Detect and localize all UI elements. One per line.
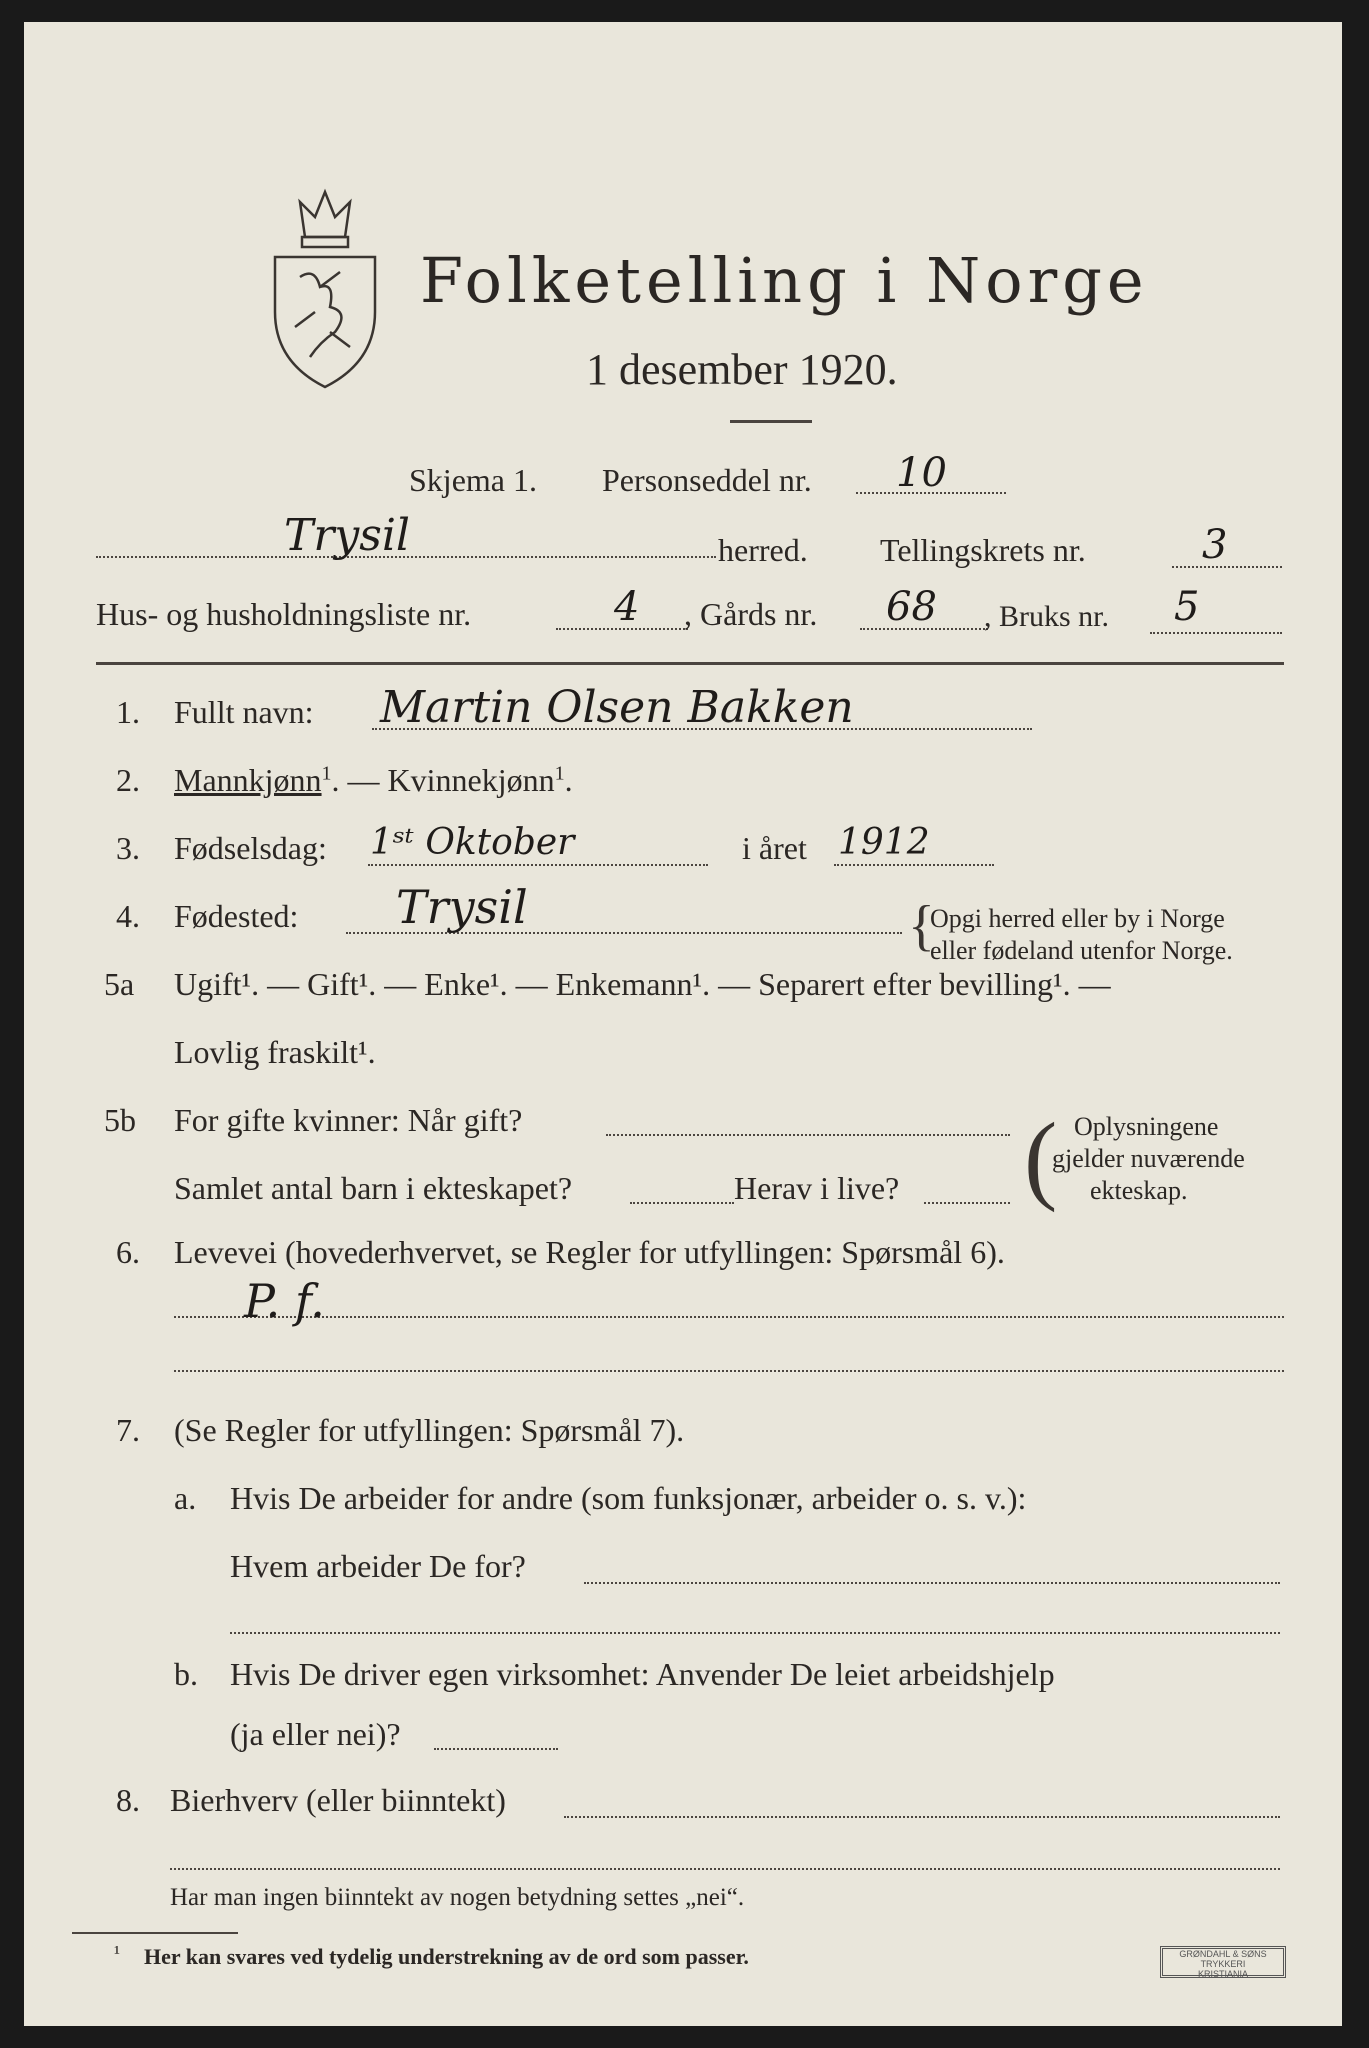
husliste-value: 4 xyxy=(614,584,640,630)
q5b-number: 5b xyxy=(104,1102,136,1138)
q6-number: 6. xyxy=(116,1234,140,1270)
q8-line2 xyxy=(170,1868,1280,1870)
tellingskrets-label: Tellingskrets nr. xyxy=(880,532,1086,568)
q3-value: 1ˢᵗ Oktober xyxy=(370,822,575,863)
herred-label: herred. xyxy=(718,532,808,568)
husliste-label: Hus- og husholdningsliste nr. xyxy=(96,596,472,632)
personseddel-value: 10 xyxy=(896,450,947,496)
q4-value: Trysil xyxy=(396,880,528,934)
q5b-children-label: Samlet antal barn i ekteskapet? xyxy=(174,1170,573,1206)
q3-aret-line xyxy=(834,864,994,866)
q7a-line2: Hvem arbeider De for? xyxy=(230,1548,526,1584)
q7b-answer-line xyxy=(434,1748,558,1750)
q5a-options: Ugift¹. — Gift¹. — Enke¹. — Enkemann¹. — Separert efter bevilling¹. — xyxy=(174,966,1111,1002)
q4-label: Fødested: xyxy=(174,898,299,934)
q5b-note-line2: gjelder nuværende xyxy=(1052,1144,1245,1173)
personseddel-label: Personseddel nr. xyxy=(602,462,812,498)
q3-label: Fødselsdag: xyxy=(174,830,327,866)
printer-stamp: GRØNDAHL & SØNS TRYKKERI KRISTIANIA xyxy=(1160,1946,1286,1978)
q6-value: P. f. xyxy=(244,1274,325,1328)
q2-number: 2. xyxy=(116,762,140,798)
q5a-options-line2: Lovlig fraskilt¹. xyxy=(174,1034,376,1070)
q5b-alive-line xyxy=(924,1202,1010,1204)
skjema-label: Skjema 1. xyxy=(409,462,537,498)
q5b-married-line xyxy=(606,1134,1010,1136)
form-title: Folketelling i Norge xyxy=(420,244,1149,317)
q1-number: 1. xyxy=(116,694,140,730)
q6-line2 xyxy=(174,1370,1284,1372)
q7a-line1: Hvis De arbeider for andre (som funksjonær, arbeider o. s. v.): xyxy=(230,1480,1027,1516)
footnote-divider xyxy=(72,1932,238,1934)
herred-value: Trysil xyxy=(284,510,410,561)
title-divider xyxy=(730,420,812,423)
q8-label: Bierhverv (eller biinntekt) xyxy=(170,1782,506,1818)
q5b-alive-label: Herav i live? xyxy=(734,1170,900,1206)
q7a-employer-line xyxy=(584,1582,1280,1584)
q3-aret-value: 1912 xyxy=(838,822,930,863)
gards-value: 68 xyxy=(886,584,937,630)
q7a-letter: a. xyxy=(174,1480,197,1516)
q7b-line1: Hvis De driver egen virksomhet: Anvender De leiet arbeidshjelp xyxy=(230,1656,1055,1692)
q2-mann-option: Mannkjønn xyxy=(174,762,322,798)
q8-note: Har man ingen biinntekt av nogen betydning settes „nei“. xyxy=(170,1884,745,1911)
bruks-line xyxy=(1150,632,1282,634)
q7a-extra-line xyxy=(230,1632,1280,1634)
q8-line1 xyxy=(564,1816,1280,1818)
q4-note-line1: Opgi herred eller by i Norge xyxy=(930,904,1225,933)
q4-note-line2: eller fødeland utenfor Norge. xyxy=(930,936,1233,965)
footnote-text: Her kan svares ved tydelig understrekning av de ord som passer. xyxy=(144,1944,749,1969)
q6-label: Levevei (hovederhvervet, se Regler for utfyllingen: Spørsmål 6). xyxy=(174,1234,1005,1270)
q8-number: 8. xyxy=(116,1782,140,1818)
q7-number: 7. xyxy=(116,1412,140,1448)
q5a-number: 5a xyxy=(104,966,135,1002)
q2-kvinne-option: Kvinnekjønn xyxy=(387,762,555,798)
census-form-page: Folketelling i Norge 1 desember 1920. Skjema 1. Personseddel nr. 10 Trysil herred. Tellingskrets nr. 3 Hus- og husholdningsliste nr. 4 , Gårds nr. 68 , Bruks nr. 5 1. Fullt navn: Martin Olsen Bakken 2. Mannkjønn$^1$. — Kvinnekjønn$^1$. 3. Fødselsdag: 1ˢᵗ Oktober i året 1912 4. Fødested: Trysil { Opgi herred eller by i Norge eller fødeland utenfor Norge. 5a Ugift¹. — Gift¹. — Enke¹. — Enkemann¹. — Separert efter bevilling¹. — Lovlig fraskilt¹. 5b For gifte kvinner: Når gift? Samlet antal barn i ekteskapet? Herav i live? ( Oplysningene gjelder nuværende ekteskap. 6. Levevei (hovederhvervet, se Regler for utfyllingen: Spørsmål 6). P. f. 7. (Se Regler for utfyllingen: Spørsmål 7). a. Hvis De arbeider for andre (som funksjonær, arbeider o. s. v.): Hvem arbeider De for? b. Hvis De driver egen virksomhet: Anvender De leiet arbeidshjelp (ja eller nei)? 8. Bierhverv (eller biinntekt) Har man ingen biinntekt av nogen betydning settes „nei“. ¹ Her kan svares ved tydelig understrekning av de ord som passer. GRØNDAHL & SØNS TRYKKERI KRISTIANIA xyxy=(24,22,1342,2026)
bruks-label: , Bruks nr. xyxy=(984,600,1110,633)
q4-number: 4. xyxy=(116,898,140,934)
q7-label: (Se Regler for utfyllingen: Spørsmål 7). xyxy=(174,1412,685,1448)
norwegian-coat-of-arms-icon xyxy=(260,182,390,397)
q5b-line1: For gifte kvinner: Når gift? xyxy=(174,1102,523,1138)
q7b-letter: b. xyxy=(174,1656,198,1692)
q5b-note-line1: Oplysningene xyxy=(1074,1112,1219,1141)
q3-number: 3. xyxy=(116,830,140,866)
q7b-line2: (ja eller nei)? xyxy=(230,1716,401,1752)
q3-aret-label: i året xyxy=(742,830,807,866)
tellingskrets-value: 3 xyxy=(1202,522,1228,568)
q3-line xyxy=(368,864,708,866)
q2-separator: . — xyxy=(331,762,388,798)
q5b-children-line xyxy=(630,1202,734,1204)
q6-line1 xyxy=(174,1316,1284,1318)
q2-options: Mannkjønn$^1$. — Kvinnekjønn$^1$. xyxy=(174,762,573,798)
census-date: 1 desember 1920. xyxy=(586,345,898,394)
bruks-value: 5 xyxy=(1174,584,1200,630)
q1-value: Martin Olsen Bakken xyxy=(380,682,854,733)
gards-label: , Gårds nr. xyxy=(684,596,818,632)
q1-label: Fullt navn: xyxy=(174,694,314,730)
q5b-note-line3: ekteskap. xyxy=(1090,1176,1188,1205)
footnote-mark: ¹ xyxy=(114,1942,120,1964)
header-divider xyxy=(96,662,1284,665)
